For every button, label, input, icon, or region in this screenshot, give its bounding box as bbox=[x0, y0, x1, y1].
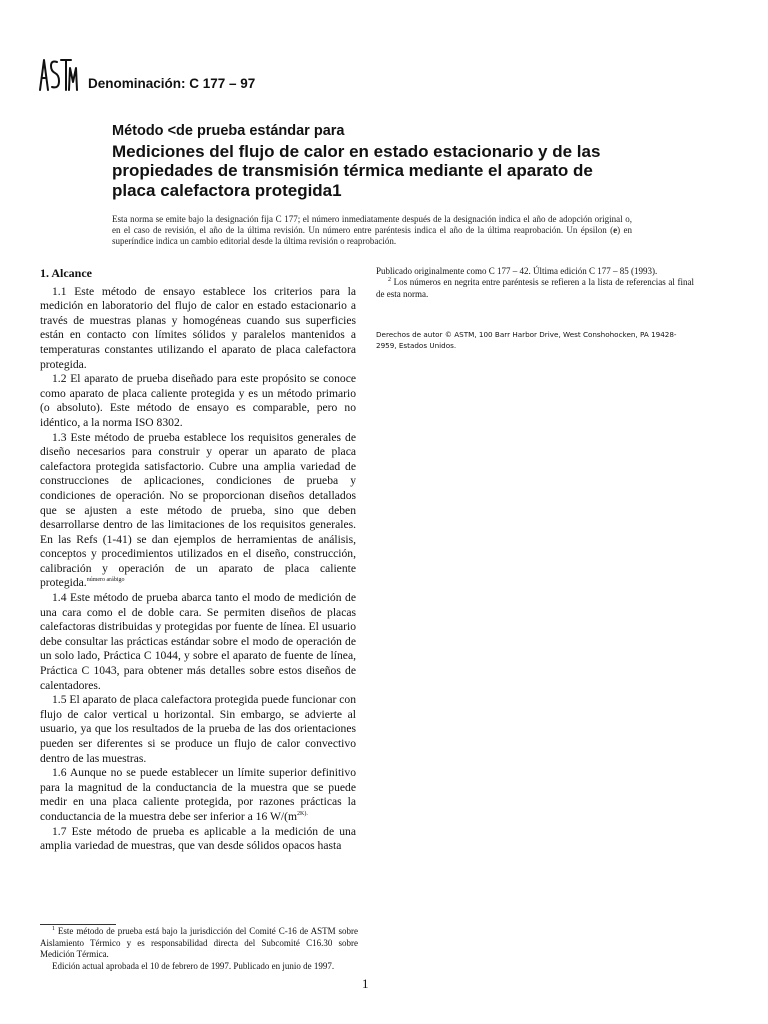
main-column bbox=[40, 266, 356, 854]
paragraph-1-3-text: 1.3 Este método de prueba establece los requisitos generales de diseño necesarios para construir y operar un aparato de placa calefactora protegida satisfactorio. Cubre una amplia variedad de construcciones de aplicaciones, condiciones de prueba y condiciones de operación. No se proporcionan diseños detallados que se ajusten a este método de prueba, sino que deben desarrollarse dentro de las limitaciones de los requisitos generales. En las Refs (1-41) se dan ejemplos de herramientas de análisis, conceptos y procedimientos utilizados en el diseño, construcción, calibración y operación de un aparato de placa caliente protegida. bbox=[40, 430, 356, 590]
edition-note: Edición actual aprobada el 10 de febrero de 1997. Publicado en junio de 1997. bbox=[52, 960, 335, 971]
designation-note-text: Esta norma se emite bajo la designación fija C 177; el número inmediatamente después de la designación indica el año de adopción original o, en el caso de revisión, el año de la última revisión. Un número entre paréntesis indica el año de la última reaprobación. Un épsilon ( bbox=[112, 214, 632, 235]
title-prefix: Método <de prueba estándar para bbox=[112, 123, 345, 139]
paragraph-1-4: 1.4 Este método de prueba abarca tanto el modo de medición de una cara como el de doble cara. Se permiten diseños de placas calefactoras distribuidas y protegidas por fuente de línea. El usuario debe consultar las prácticas estándar sobre el modo de operación de un solo lado, Práctica C 1044, y sobre el aparato de fuente de línea, Práctica C 1043, para obtener más detalles sobre estos diseños de calentadores. bbox=[40, 591, 356, 692]
designation-note bbox=[112, 214, 632, 247]
footnote-1 bbox=[40, 926, 358, 961]
footnote-2-text: Los números en negrita entre paréntesis se refieren a la lista de referencias al final de esta norma. bbox=[376, 277, 694, 299]
paragraph-1-1: 1.1 Este método de ensayo establece los criterios para la medición en laboratorio del flujo de calor en estado estacionario a través de muestras planas y homogéneas cuando sus superficies están en contacto con límites sólidos y paralelos mantenidos a temperaturas constantes utilizando el aparato de placa calefactora protegida. bbox=[40, 284, 356, 371]
paragraph-1-2: 1.2 El aparato de prueba diseñado para este propósito se conoce como aparato de placa caliente protegida y es un método primario (o absoluto). Este método de ensayo es comparable, pero no idéntico, a la norma ISO 8302. bbox=[40, 372, 356, 429]
paragraph-1-3 bbox=[40, 431, 356, 592]
footnote-1-text: Este método de prueba está bajo la jurisdicción del Comité C-16 de ASTM sobre Aislamiento Térmico y es responsabilidad directa del Subcomité C16.30 sobre Medición Térmica. bbox=[40, 926, 358, 959]
footnote-2 bbox=[376, 277, 694, 300]
publication-history: Publicado originalmente como C 177 – 42. Última edición C 177 – 85 (1993). bbox=[376, 266, 658, 276]
footnote-2-marker: 2 bbox=[388, 277, 391, 284]
superscript-unit: 2K). bbox=[297, 811, 308, 818]
page-number: 1 bbox=[362, 976, 369, 991]
designation-note-text-end: ) en superíndice indica un cambio editorial desde la última revisión o reaprobación. bbox=[112, 225, 633, 246]
paragraph-1-6 bbox=[40, 766, 356, 824]
document-title bbox=[112, 122, 632, 200]
footnotes bbox=[40, 926, 358, 972]
epsilon-symbol: e bbox=[613, 225, 618, 235]
paragraph-1-6-text: 1.6 Aunque no se puede establecer un límite superior definitivo para la magnitud de la conductancia de la muestra que se puede medir en una placa caliente protegida, por razones prácticas la conductancia de la muestra debe ser inferior a 16 W/(m bbox=[40, 766, 356, 823]
astm-logo bbox=[38, 56, 78, 92]
footnote-1-marker: 1 bbox=[52, 926, 55, 932]
standard-designation: Denominación: C 177 – 97 bbox=[88, 76, 256, 91]
title-line-1: Mediciones del flujo de calor en estado estacionario y de las bbox=[112, 141, 601, 161]
superscript-note: número arábigo bbox=[86, 577, 125, 584]
copyright-notice: Derechos de autor © ASTM, 100 Barr Harbor Drive, West Conshohocken, PA 19428-2959, Estados Unidos. bbox=[376, 330, 677, 350]
section-heading-scope: 1. Alcance bbox=[40, 266, 92, 280]
paragraph-1-7: 1.7 Este método de prueba es aplicable a la medición de una amplia variedad de muestras, que van desde sólidos opacos hasta bbox=[40, 824, 356, 853]
side-column bbox=[376, 266, 694, 351]
title-line-3: placa calefactora protegida1 bbox=[112, 180, 342, 200]
title-line-2: propiedades de transmisión térmica mediante el aparato de bbox=[112, 161, 593, 180]
footnote-divider bbox=[40, 924, 116, 925]
paragraph-1-5: 1.5 El aparato de placa calefactora protegida puede funcionar con flujo de calor vertical u horizontal. Sin embargo, se advierte al usuario, ya que los resultados de la prueba de las dos orientaciones pueden ser diferentes si se produce un flujo de calor convectivo dentro de las muestras. bbox=[40, 693, 356, 765]
